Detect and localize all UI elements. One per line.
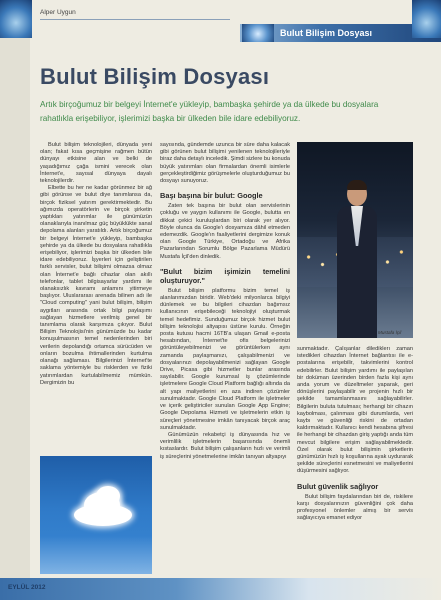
pull-quote: "Bulut bizim işimizin temelini oluşturuyor."	[160, 266, 290, 285]
column-1	[40, 142, 152, 452]
person-hair	[347, 180, 367, 190]
article-lead: Artık birçoğumuz bir belgeyi İnternet'e yükleyip, bambaşka şehirde ya da ülkede bu dosyalara rahatlıkla erişebiliyor, işlerimizi başka bir ülkeden bile idare edebiliyoruz.	[40, 100, 379, 123]
person-figure	[337, 182, 377, 338]
col2-google: Zaten tek başına bir bulut olan servislerinin çokluğu ve yaygın kullanımı ile Google, bulutta en dikkat çekici kuruluşlardan biri olarak yer alıyor. Böyle olunca da Google'ı dosyamıza dâhil etmeden edemezdik. Google'ın faaliyetlerini dergimize konuk olan Google Türkiye, Ortadoğu ve Afrika Pazarlarından Sorumlu Bölge Pazarlama Müdürü Mustafa İçil'den dinledik.	[160, 203, 290, 260]
col2-intro: sayısında, gündemde uzunca bir süre daha kalacak gibi görünen bulut bilişimi yenilenen teknolojileriyle biraz daha detaylı inceledik. Şimdi sizlere bu konuda büyük yatırımları olan firmalardan önemli isimlerle gerçekleştirdiğimiz görüşmelerle oluşturduğumuz bu dosyayı sunuyoruz.	[160, 142, 290, 185]
column-2	[160, 142, 290, 572]
column-3	[297, 346, 413, 576]
col2-end: Günümüzün rekabetçi iş dünyasında hız ve verimlilik işletmelerin başarısında önemli kıstaslardır. Bulut bilişim çalışanların hızlı ve verimli iş süreçlerini yönetmelerine imkân tanıyan altyapıyı	[160, 431, 290, 460]
section-thumbnail	[242, 24, 274, 42]
cloud-haze	[40, 536, 152, 574]
author-name: Alper Uygun	[40, 9, 76, 16]
col1-paragraph-1: Bulut bilişim teknolojileri, dünyada yeni olan; fakat kısa geçmişine rağmen bütün dünyayı etkisine alan ve belki de yaşadığımız çağa ismini verecek olan İnternet'e, sayısal dünyaya dayalı teknolojilerdir.	[40, 142, 152, 185]
col3-security: Bulut bilişim faydalarından biri de, riskilere karşı dosyalarınızın güvenliğini çok daha profesyonel önlemler almış bir servis sağlayıcıya emanet ediyor	[297, 493, 413, 522]
section-title: Bulut Bilişim Dosyası	[280, 28, 373, 38]
header-corner-image-right	[412, 0, 441, 38]
photo-caption: Mustafa İçil	[378, 330, 402, 335]
header-corner-image	[0, 0, 32, 38]
issue-date: EYLÜL 2012	[8, 584, 46, 591]
article-title: Bulut Bilişim Dosyası	[40, 64, 270, 89]
col2-body: Bulut bilişim platformu bizim temel iş alanlarımızdan biridir. Web'deki milyonlarca bilgiyi dünlemek ve bu bilgileri cihazdan bağımsız kullanıcının erişebileceği teknolojiyi oluşturmak temel hedefimiz. Sunduğumuz birçok hizmet bulut bilişim teknolojisi altyapısı üstüne kurulu. Örneğin posta kutusu hacmi 16TB'a ulaşan Gmail e-posta hesabından, İnternet'te ofis belgelerinizi görüntüleyebilmenizi ve görüntülerken aynı zamanda paylaşmanızı, çalışabilmenizi ve dosyalarınızı depolayabilmenizi sağlayan Google Drive, Picasa gibi hizmetler bunlar arasında sayılabilir. Google kurumsal iş çözümlerinde işletmelere Google Cloud Platform bağlığı altında da alt yapı maliyetlerini en aza indiren çözümler sunulmaktadır. Google Cloud Platform ile işletmeler ve içerik geliştiriciler sunulan Google App Engine; Google Depolama Hizmeti ve işletmelerin etkin iş süreçleri yönetmesine imkân tanıyacak birçok araç sunulmaktadır.	[160, 287, 290, 431]
cloud-image	[40, 456, 152, 574]
col3-body: sunmaktadır. Çalışanlar dilediklerı zaman istedikleri cihazdan İnternet bağlantısı ile e-postalarına erişebilir, takvimlerini kontrol edebilirler. Bulut bilişim yardımı ile paylaşılan bir doküman üzerinden birden fazla kişi aynı anda yorum ve düzeltmeler yaparak, geri dönüşlerini paylaşabilir ve projenin hızlı bir şekilde tamamlanmasını sağlayabilirler. Bilgilerin buluta tutulması; herhangi bir cihazın kaybolması, çalınması gibi durumlarda, veri kaybı ve güvenliği riskini de ortadan kaldırmaktadır. Kullanıcı kendi hesabına şifresi ile herhangi bir cihazdan giriş yaptığı anda tüm mevcut bilgilere erişim sağlayabilmektedir. Özel olarak bulut bilişimin şirketlerin günümüzün hızlı iş koşullarına ayak uydurarak şekilde süreçlerini esnetmesini ve maliyetlerini düşürmesini sağlıyor.	[297, 346, 413, 475]
portrait-photo	[297, 142, 413, 338]
subhead-security: Bulut güvenlik sağlıyor	[297, 481, 379, 491]
col1-paragraph-2: Elbette bu her ne kadar görünmez bir ağ gibi görünse ve bulut diye tanımlansa da, birçok fiziksel yatırım gerektirmektedir. Bu ağımızda operatörlerin ve birçok şirketin yaptıkları yatırımlar ile günümüzün olanaklarıyla inanılmaz güç büyüklükte sanal depolama alanları yaratıldı. Artık birçoğumuz bir belgeyi İnternet'e yükleyip, bambaşka şehirde ya da ülkede bu dosyalara rahatlıkla erişebiliyor, işlerimizi başka bir ülkeden bile idare edebiliyoruz. İşyerleri için geliştirilen farklı servisler, bulut bilişimi olmazsa olmaz olan İnternet'e bağlı cihazlar olan akıllı telefonlar, tablet bilgisayarlar yardımı ile olanaksızlık kavramı anlamını yitirmeye başlıyor. Uluslararası arenada bilinen adı ile "Cloud computing" yani bulut bilişim, bilişim aygıtları arasında ortak bilgi paylaşımı sağlayan hizmetlere verilmiş genel bir tanımlama olarak karşımıza çıkıyor. Bulut Bilişim Teknolojisi'nin günümüzde bu kadar konuşulmasının temel nedenlerinden biri verilerin depolandığı ortamca sürücüden ve onların bozulma ihtimallerinden kurtulma olanağı sağlaması. Bilgilerinizi İnternet'te saklama yöntemiyle bu risklerden ve fiziki yatırımlardan kurtulabilmemiz mümkün. Dergimizin bu	[40, 185, 152, 386]
cloud-shape	[96, 486, 120, 506]
header-rule	[40, 19, 230, 20]
subhead-google: Başı başına bir bulut: Google	[160, 191, 263, 201]
footer-band	[0, 578, 441, 600]
left-margin-strip	[0, 38, 30, 578]
